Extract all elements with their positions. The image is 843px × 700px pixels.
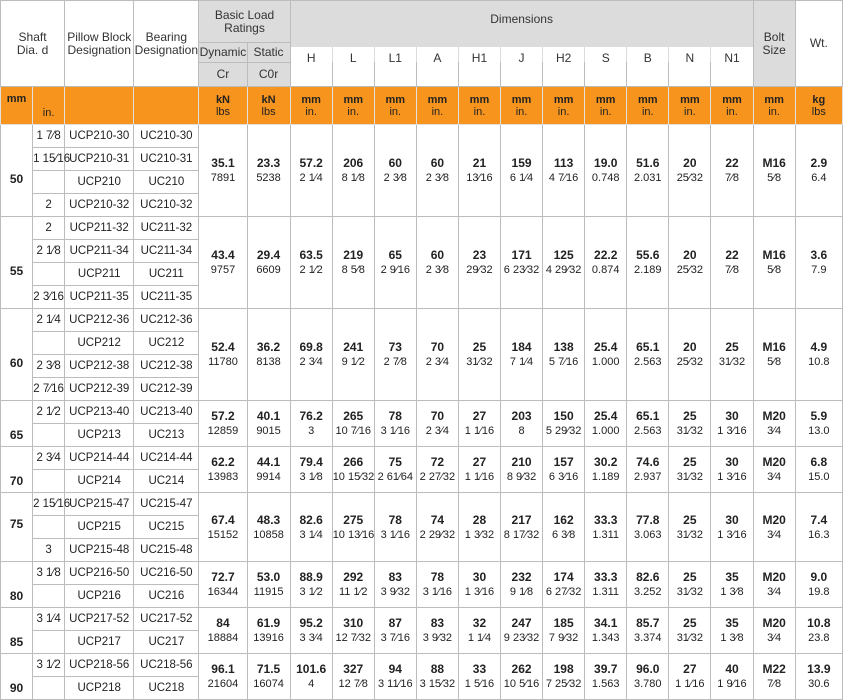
units-row xyxy=(1,87,843,125)
dim-b-value: 55.6 2.189 xyxy=(627,217,669,309)
dim-b-value: 74.6 2.937 xyxy=(627,447,669,493)
dynamic-cr-value: 35.1 7891 xyxy=(199,125,247,217)
dim-l1-value: 78 3 1⁄16 xyxy=(374,493,416,562)
bolt-size-value: M20 3⁄4 xyxy=(753,493,795,562)
shaft-dia-inch xyxy=(33,631,65,654)
dim-h-value: 79.4 3 1⁄8 xyxy=(290,447,332,493)
header-dim-j: J xyxy=(501,47,543,71)
dim-s-value: 25.4 1.000 xyxy=(585,401,627,447)
dim-l1-value: 87 3 7⁄16 xyxy=(374,608,416,654)
dim-s-value: 25.4 1.000 xyxy=(585,309,627,401)
shaft-dia-inch: 2 1⁄2 xyxy=(33,401,65,424)
table-header xyxy=(1,1,843,87)
dynamic-cr-value: 96.1 21604 xyxy=(199,654,247,700)
dim-a-value: 78 3 1⁄16 xyxy=(416,562,458,608)
dim-l-value: 206 8 1⁄8 xyxy=(332,125,374,217)
shaft-dia-mm: 55 xyxy=(1,217,33,309)
dim-h-value: 57.2 2 1⁄4 xyxy=(290,125,332,217)
shaft-dia-inch: 2 3⁄8 xyxy=(33,355,65,378)
header-dynamic: Dynamic xyxy=(199,43,247,63)
dim-s-value: 22.2 0.874 xyxy=(585,217,627,309)
pillow-block-designation: UCP213-40 xyxy=(65,401,134,424)
bearing-designation: UC218-56 xyxy=(134,654,199,677)
bearing-designation: UC216-50 xyxy=(134,562,199,585)
bearing-designation: UC210-31 xyxy=(134,148,199,171)
dim-s-value: 30.2 1.189 xyxy=(585,447,627,493)
pillow-block-designation: UCP211-34 xyxy=(65,240,134,263)
weight-value: 6.8 15.0 xyxy=(795,447,842,493)
shaft-dia-inch: 3 xyxy=(33,539,65,562)
pillow-block-designation: UCP216-50 xyxy=(65,562,134,585)
dim-s-value: 19.0 0.748 xyxy=(585,125,627,217)
bearing-designation: UC218 xyxy=(134,677,199,700)
dim-a-value: 74 2 29⁄32 xyxy=(416,493,458,562)
pillow-block-designation: UCP218 xyxy=(65,677,134,700)
dim-l-value: 310 12 7⁄32 xyxy=(332,608,374,654)
pillow-block-designation: UCP211-32 xyxy=(65,217,134,240)
dim-h2-value: 185 7 9⁄32 xyxy=(543,608,585,654)
dim-b-value: 77.8 3.063 xyxy=(627,493,669,562)
header-basic-load: Basic Load Ratings xyxy=(199,1,290,43)
dim-l1-value: 78 3 1⁄16 xyxy=(374,401,416,447)
dim-s-value: 39.7 1.563 xyxy=(585,654,627,700)
unit-cor: kN lbs xyxy=(247,87,290,125)
shaft-dia-inch: 2 15⁄16 xyxy=(33,493,65,516)
static-cor-value: 48.3 10858 xyxy=(247,493,290,562)
table-row xyxy=(1,493,843,516)
dim-n1-value: 40 1 9⁄16 xyxy=(711,654,753,700)
bearing-designation: UC217 xyxy=(134,631,199,654)
unit-dim-l1: mm in. xyxy=(374,87,416,125)
weight-value: 4.9 10.8 xyxy=(795,309,842,401)
dim-j-value: 232 9 1⁄8 xyxy=(501,562,543,608)
weight-value: 3.6 7.9 xyxy=(795,217,842,309)
dim-l-value: 275 10 13⁄16 xyxy=(332,493,374,562)
table-row xyxy=(1,654,843,677)
bearing-designation: UC211 xyxy=(134,263,199,286)
unit-dim-a: mm in. xyxy=(416,87,458,125)
shaft-dia-inch xyxy=(33,677,65,700)
dim-n1-value: 35 1 3⁄8 xyxy=(711,608,753,654)
header-dim-h: H xyxy=(290,47,332,71)
dim-l-value: 327 12 7⁄8 xyxy=(332,654,374,700)
pillow-block-designation: UCP212 xyxy=(65,332,134,355)
pillow-block-designation: UCP212-36 xyxy=(65,309,134,332)
header-dim-b: B xyxy=(627,47,669,71)
dim-h2-value: 150 5 29⁄32 xyxy=(543,401,585,447)
shaft-dia-inch xyxy=(33,263,65,286)
table-row xyxy=(1,608,843,631)
unit-dim-b: mm in. xyxy=(627,87,669,125)
table-row xyxy=(1,125,843,148)
dim-h1-value: 27 1 1⁄16 xyxy=(458,447,500,493)
weight-value: 2.9 6.4 xyxy=(795,125,842,217)
dim-h2-value: 138 5 7⁄16 xyxy=(543,309,585,401)
shaft-dia-inch: 2 xyxy=(33,194,65,217)
pillow-block-designation: UCP215 xyxy=(65,516,134,539)
header-bolt-size: Bolt Size xyxy=(753,1,795,87)
dim-h2-value: 174 6 27⁄32 xyxy=(543,562,585,608)
dynamic-cr-value: 57.2 12859 xyxy=(199,401,247,447)
static-cor-value: 61.9 13916 xyxy=(247,608,290,654)
shaft-dia-mm: 70 xyxy=(1,447,33,493)
dynamic-cr-value: 67.4 15152 xyxy=(199,493,247,562)
bearing-designation: UC210-32 xyxy=(134,194,199,217)
dim-l-value: 219 8 5⁄8 xyxy=(332,217,374,309)
pillow-block-designation: UCP217-52 xyxy=(65,608,134,631)
dynamic-cr-value: 43.4 9757 xyxy=(199,217,247,309)
dim-n1-value: 30 1 3⁄16 xyxy=(711,493,753,562)
shaft-dia-mm: 75 xyxy=(1,493,33,562)
bolt-size-value: M16 5⁄8 xyxy=(753,309,795,401)
shaft-dia-inch xyxy=(33,516,65,539)
pillow-block-designation: UCP214-44 xyxy=(65,447,134,470)
dim-h1-value: 32 1 1⁄4 xyxy=(458,608,500,654)
shaft-dia-inch xyxy=(33,585,65,608)
weight-value: 5.9 13.0 xyxy=(795,401,842,447)
static-cor-value: 44.1 9914 xyxy=(247,447,290,493)
bolt-size-value: M16 5⁄8 xyxy=(753,125,795,217)
dim-n-value: 25 31⁄32 xyxy=(669,401,711,447)
bearing-designation: UC213-40 xyxy=(134,401,199,424)
pillow-block-designation: UCP215-47 xyxy=(65,493,134,516)
header-dim-l: L xyxy=(332,47,374,71)
shaft-dia-mm: 80 xyxy=(1,562,33,608)
bearing-designation: UC212-38 xyxy=(134,355,199,378)
dynamic-cr-value: 62.2 13983 xyxy=(199,447,247,493)
header-dim-n: N xyxy=(669,47,711,71)
dim-l1-value: 65 2 9⁄16 xyxy=(374,217,416,309)
dim-j-value: 159 6 1⁄4 xyxy=(501,125,543,217)
shaft-dia-inch: 2 xyxy=(33,217,65,240)
bolt-size-value: M20 3⁄4 xyxy=(753,447,795,493)
pillow-block-designation: UCP210-32 xyxy=(65,194,134,217)
dim-b-value: 82.6 3.252 xyxy=(627,562,669,608)
dim-a-value: 70 2 3⁄4 xyxy=(416,401,458,447)
static-cor-value: 40.1 9015 xyxy=(247,401,290,447)
static-cor-value: 71.5 16074 xyxy=(247,654,290,700)
dim-a-value: 72 2 27⁄32 xyxy=(416,447,458,493)
shaft-dia-mm: 65 xyxy=(1,401,33,447)
shaft-dia-inch: 2 3⁄4 xyxy=(33,447,65,470)
header-shaft: Shaft Dia. d xyxy=(1,1,65,87)
static-cor-value: 53.0 11915 xyxy=(247,562,290,608)
header-dimensions: Dimensions xyxy=(290,1,753,63)
bolt-size-value: M20 3⁄4 xyxy=(753,608,795,654)
shaft-dia-mm: 50 xyxy=(1,125,33,217)
shaft-dia-mm: 60 xyxy=(1,309,33,401)
pillow-block-designation: UCP212-38 xyxy=(65,355,134,378)
table-row xyxy=(1,309,843,332)
pillow-block-designation: UCP214 xyxy=(65,470,134,493)
unit-pillow xyxy=(65,87,134,125)
weight-value: 9.0 19.8 xyxy=(795,562,842,608)
bearing-designation: UC213 xyxy=(134,424,199,447)
unit-dim-l: mm in. xyxy=(332,87,374,125)
dim-n1-value: 30 1 3⁄16 xyxy=(711,401,753,447)
dim-j-value: 203 8 xyxy=(501,401,543,447)
dim-s-value: 33.3 1.311 xyxy=(585,493,627,562)
shaft-dia-inch: 1 15⁄16 xyxy=(33,148,65,171)
dim-n-value: 25 31⁄32 xyxy=(669,562,711,608)
dim-h1-value: 30 1 3⁄16 xyxy=(458,562,500,608)
dim-h1-value: 33 1 5⁄16 xyxy=(458,654,500,700)
pillow-block-designation: UCP215-48 xyxy=(65,539,134,562)
dim-a-value: 60 2 3⁄8 xyxy=(416,217,458,309)
dim-h1-value: 27 1 1⁄16 xyxy=(458,401,500,447)
dim-h-value: 101.6 4 xyxy=(290,654,332,700)
shaft-dia-inch xyxy=(33,332,65,355)
dim-s-value: 34.1 1.343 xyxy=(585,608,627,654)
bearing-designation: UC211-34 xyxy=(134,240,199,263)
header-dim-a: A xyxy=(416,47,458,71)
unit-dim-s: mm in. xyxy=(585,87,627,125)
unit-dim-j: mm in. xyxy=(501,87,543,125)
dim-h-value: 69.8 2 3⁄4 xyxy=(290,309,332,401)
dim-n1-value: 22 7⁄8 xyxy=(711,125,753,217)
header-dim-n1: N1 xyxy=(711,47,753,71)
dim-l1-value: 83 3 9⁄32 xyxy=(374,562,416,608)
bearing-designation: UC212 xyxy=(134,332,199,355)
shaft-dia-inch xyxy=(33,470,65,493)
bolt-size-value: M20 3⁄4 xyxy=(753,562,795,608)
dim-n1-value: 30 1 3⁄16 xyxy=(711,447,753,493)
pillow-block-designation: UCP212-39 xyxy=(65,378,134,401)
static-cor-value: 23.3 5238 xyxy=(247,125,290,217)
dim-l1-value: 60 2 3⁄8 xyxy=(374,125,416,217)
shaft-dia-inch xyxy=(33,424,65,447)
dim-b-value: 51.6 2.031 xyxy=(627,125,669,217)
dim-h-value: 88.9 3 1⁄2 xyxy=(290,562,332,608)
header-dim-h1: H1 xyxy=(458,47,500,71)
dim-a-value: 60 2 3⁄8 xyxy=(416,125,458,217)
dim-n-value: 20 25⁄32 xyxy=(669,125,711,217)
dim-b-value: 65.1 2.563 xyxy=(627,401,669,447)
unit-dim-h1: mm in. xyxy=(458,87,500,125)
dim-a-value: 70 2 3⁄4 xyxy=(416,309,458,401)
bolt-size-value: M20 3⁄4 xyxy=(753,401,795,447)
table-body xyxy=(1,87,843,700)
dim-n-value: 27 1 1⁄16 xyxy=(669,654,711,700)
bearing-designation: UC216 xyxy=(134,585,199,608)
unit-bolt: mm in. xyxy=(753,87,795,125)
bearing-designation: UC214 xyxy=(134,470,199,493)
shaft-dia-mm: 90 xyxy=(1,654,33,700)
dim-a-value: 88 3 15⁄32 xyxy=(416,654,458,700)
dim-h1-value: 25 31⁄32 xyxy=(458,309,500,401)
dim-j-value: 210 8 9⁄32 xyxy=(501,447,543,493)
dynamic-cr-value: 52.4 11780 xyxy=(199,309,247,401)
pillow-block-designation: UCP210-31 xyxy=(65,148,134,171)
header-cr: Cr xyxy=(199,63,247,87)
dim-n-value: 25 31⁄32 xyxy=(669,493,711,562)
shaft-dia-inch: 2 3⁄16 xyxy=(33,286,65,309)
unit-cr: kN lbs xyxy=(199,87,247,125)
weight-value: 7.4 16.3 xyxy=(795,493,842,562)
bearing-designation: UC215-48 xyxy=(134,539,199,562)
bearing-designation: UC212-36 xyxy=(134,309,199,332)
pillow-block-designation: UCP211-35 xyxy=(65,286,134,309)
header-dim-l1: L1 xyxy=(374,47,416,71)
unit-bearing xyxy=(134,87,199,125)
shaft-dia-inch: 2 7⁄16 xyxy=(33,378,65,401)
dim-n-value: 25 31⁄32 xyxy=(669,608,711,654)
dim-n-value: 25 31⁄32 xyxy=(669,447,711,493)
header-bearing: Bearing Designation xyxy=(134,1,199,87)
bearing-designation: UC215 xyxy=(134,516,199,539)
bearing-designation: UC212-39 xyxy=(134,378,199,401)
dim-h2-value: 157 6 3⁄16 xyxy=(543,447,585,493)
pillow-block-designation: UCP213 xyxy=(65,424,134,447)
dim-h1-value: 28 1 3⁄32 xyxy=(458,493,500,562)
dim-j-value: 217 8 17⁄32 xyxy=(501,493,543,562)
dim-b-value: 96.0 3.780 xyxy=(627,654,669,700)
pillow-block-designation: UCP210-30 xyxy=(65,125,134,148)
dim-j-value: 247 9 23⁄32 xyxy=(501,608,543,654)
dim-n1-value: 22 7⁄8 xyxy=(711,217,753,309)
weight-value: 13.9 30.6 xyxy=(795,654,842,700)
dim-l-value: 265 10 7⁄16 xyxy=(332,401,374,447)
dim-h2-value: 198 7 25⁄32 xyxy=(543,654,585,700)
dynamic-cr-value: 84 18884 xyxy=(199,608,247,654)
dim-l-value: 266 10 15⁄32 xyxy=(332,447,374,493)
shaft-dia-inch: 1 7⁄8 xyxy=(33,125,65,148)
dim-n1-value: 35 1 3⁄8 xyxy=(711,562,753,608)
unit-shaft-mm: mm xyxy=(1,87,33,125)
dim-a-value: 83 3 9⁄32 xyxy=(416,608,458,654)
dim-n1-value: 25 31⁄32 xyxy=(711,309,753,401)
table-row xyxy=(1,562,843,585)
header-pillow-block: Pillow Block Designation xyxy=(65,1,134,87)
dim-l1-value: 94 3 11⁄16 xyxy=(374,654,416,700)
dim-h2-value: 125 4 29⁄32 xyxy=(543,217,585,309)
dim-l-value: 241 9 1⁄2 xyxy=(332,309,374,401)
pillow-block-designation: UCP210 xyxy=(65,171,134,194)
dim-j-value: 171 6 23⁄32 xyxy=(501,217,543,309)
unit-wt: kg lbs xyxy=(795,87,842,125)
dim-h-value: 63.5 2 1⁄2 xyxy=(290,217,332,309)
dim-n-value: 20 25⁄32 xyxy=(669,217,711,309)
dim-j-value: 262 10 5⁄16 xyxy=(501,654,543,700)
dim-h1-value: 21 13⁄16 xyxy=(458,125,500,217)
dim-l1-value: 75 2 61⁄64 xyxy=(374,447,416,493)
static-cor-value: 29.4 6609 xyxy=(247,217,290,309)
dim-h-value: 82.6 3 1⁄4 xyxy=(290,493,332,562)
dim-h-value: 95.2 3 3⁄4 xyxy=(290,608,332,654)
pillow-block-designation: UCP211 xyxy=(65,263,134,286)
pillow-block-designation: UCP218-56 xyxy=(65,654,134,677)
dynamic-cr-value: 72.7 16344 xyxy=(199,562,247,608)
dim-b-value: 65.1 2.563 xyxy=(627,309,669,401)
table-row xyxy=(1,217,843,240)
dim-n-value: 20 25⁄32 xyxy=(669,309,711,401)
bearing-designation: UC211-32 xyxy=(134,217,199,240)
shaft-dia-inch: 3 1⁄2 xyxy=(33,654,65,677)
unit-dim-n: mm in. xyxy=(669,87,711,125)
dim-h1-value: 23 29⁄32 xyxy=(458,217,500,309)
header-dim-s: S xyxy=(585,47,627,71)
bolt-size-value: M22 7⁄8 xyxy=(753,654,795,700)
static-cor-value: 36.2 8138 xyxy=(247,309,290,401)
bearing-designation: UC215-47 xyxy=(134,493,199,516)
header-static: Static xyxy=(247,43,290,63)
table-row xyxy=(1,401,843,424)
shaft-dia-inch: 2 1⁄8 xyxy=(33,240,65,263)
bearing-designation: UC210 xyxy=(134,171,199,194)
dim-b-value: 85.7 3.374 xyxy=(627,608,669,654)
unit-dim-n1: mm in. xyxy=(711,87,753,125)
unit-dim-h: mm in. xyxy=(290,87,332,125)
unit-dim-h2: mm in. xyxy=(543,87,585,125)
bearing-designation: UC210-30 xyxy=(134,125,199,148)
unit-shaft-in: in. xyxy=(33,87,65,125)
dim-h2-value: 113 4 7⁄16 xyxy=(543,125,585,217)
header-cor: C0r xyxy=(247,63,290,87)
shaft-dia-inch: 2 1⁄4 xyxy=(33,309,65,332)
pillow-block-designation: UCP216 xyxy=(65,585,134,608)
header-dim-h2: H2 xyxy=(543,47,585,71)
shaft-dia-mm: 85 xyxy=(1,608,33,654)
weight-value: 10.8 23.8 xyxy=(795,608,842,654)
dim-s-value: 33.3 1.311 xyxy=(585,562,627,608)
dim-l1-value: 73 2 7⁄8 xyxy=(374,309,416,401)
bearing-designation: UC217-52 xyxy=(134,608,199,631)
header-weight: Wt. xyxy=(795,1,842,87)
shaft-dia-inch xyxy=(33,171,65,194)
bearing-designation: UC214-44 xyxy=(134,447,199,470)
dim-j-value: 184 7 1⁄4 xyxy=(501,309,543,401)
bolt-size-value: M16 5⁄8 xyxy=(753,217,795,309)
bearing-designation: UC211-35 xyxy=(134,286,199,309)
shaft-dia-inch: 3 1⁄4 xyxy=(33,608,65,631)
dim-l-value: 292 11 1⁄2 xyxy=(332,562,374,608)
shaft-dia-inch: 3 1⁄8 xyxy=(33,562,65,585)
dim-h-value: 76.2 3 xyxy=(290,401,332,447)
pillow-block-designation: UCP217 xyxy=(65,631,134,654)
dim-h2-value: 162 6 3⁄8 xyxy=(543,493,585,562)
table-row xyxy=(1,447,843,470)
